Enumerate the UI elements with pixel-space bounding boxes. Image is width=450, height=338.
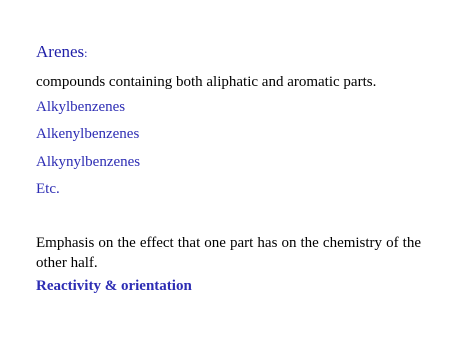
- title-suffix: :: [84, 46, 88, 60]
- focus-text: Reactivity & orientation: [36, 278, 192, 294]
- intro-text: compounds containing both aliphatic and aromatic parts.: [36, 74, 377, 90]
- slide-title: [36, 42, 88, 63]
- type-item-etc: Etc.: [36, 181, 60, 197]
- type-item-alkenylbenzenes: Alkenylbenzenes: [36, 126, 140, 142]
- type-item-alkylbenzenes: Alkylbenzenes: [36, 99, 126, 115]
- type-item-alkynylbenzenes: Alkynylbenzenes: [36, 154, 141, 170]
- title-text: Arenes: [36, 42, 85, 61]
- emphasis-paragraph: Emphasis on the effect that one part has on the chemistry of the other half.: [36, 235, 421, 271]
